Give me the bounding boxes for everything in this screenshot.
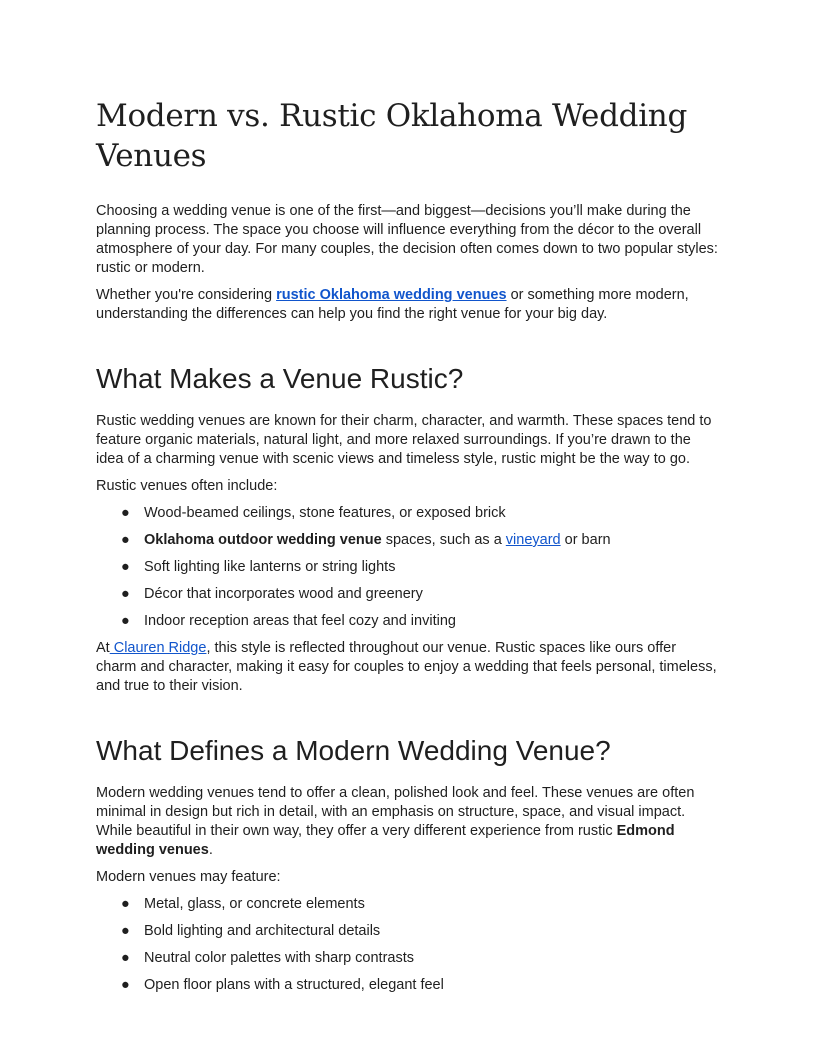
- modern-paragraph: [96, 784, 720, 860]
- bullet-icon: ●: [121, 977, 130, 993]
- bullet-icon: ●: [121, 896, 130, 912]
- rustic-venues-link[interactable]: rustic Oklahoma wedding venues: [276, 287, 507, 303]
- vineyard-link[interactable]: vineyard: [505, 532, 561, 548]
- bullet-icon: ●: [121, 532, 130, 548]
- list-item-text: spaces, such as a: [381, 532, 506, 548]
- closing-text-before: At: [96, 640, 110, 656]
- bullet-icon: ●: [121, 923, 130, 939]
- list-item-text: Décor that incorporates wood and greenery: [144, 586, 423, 602]
- closing-text-after: , this style is reflected throughout our venue. Rustic spaces like ours offer charm and character, making it easy for couples to enjoy a wedding that feels personal, timeless, and true to their vision.: [96, 640, 717, 694]
- modern-text-after: .: [208, 842, 213, 858]
- list-item-text: Wood-beamed ceilings, stone features, or exposed brick: [144, 505, 506, 521]
- list-item: [96, 531, 720, 550]
- document-title: Modern vs. Rustic Oklahoma Wedding Venues: [96, 98, 688, 174]
- list-item: [96, 612, 720, 631]
- list-item-text: Metal, glass, or concrete elements: [144, 896, 365, 912]
- list-item-text: Neutral color palettes with sharp contrasts: [144, 950, 414, 966]
- document-page: [96, 96, 720, 1003]
- list-item: [96, 976, 720, 995]
- list-item: [96, 949, 720, 968]
- rustic-closing-paragraph: [96, 639, 720, 696]
- list-item: [96, 504, 720, 523]
- bullet-icon: ●: [121, 586, 130, 602]
- list-item-text: Indoor reception areas that feel cozy and inviting: [144, 613, 456, 629]
- modern-heading: What Defines a Modern Wedding Venue?: [96, 735, 611, 766]
- intro-text-before: Whether you're considering: [96, 287, 277, 303]
- section-spacer: [96, 332, 720, 362]
- outdoor-venue-bold: Oklahoma outdoor wedding venue: [144, 532, 382, 548]
- list-item: [96, 585, 720, 604]
- list-item-text: or barn: [560, 532, 611, 548]
- rustic-list-intro: Rustic venues often include:: [96, 478, 278, 494]
- modern-list-intro: Modern venues may feature:: [96, 869, 281, 885]
- rustic-paragraph: Rustic wedding venues are known for their charm, character, and warmth. These spaces tend to feature organic materials, natural light, and more relaxed surroundings. If you’re drawn to the idea of a charming venue with scenic views and timeless style, rustic might be the way to go.: [96, 413, 712, 467]
- list-item: [96, 922, 720, 941]
- rustic-feature-list: [96, 504, 720, 631]
- bullet-icon: ●: [121, 613, 130, 629]
- section-spacer: [96, 704, 720, 734]
- list-item: [96, 895, 720, 914]
- bullet-icon: ●: [121, 559, 130, 575]
- intro-paragraph-2: [96, 286, 720, 324]
- edmond-venues-bold: Edmond wedding venues: [96, 823, 675, 858]
- modern-text-before: Modern wedding venues tend to offer a clean, polished look and feel. These venues are often minimal in design but rich in detail, with an emphasis on structure, space, and visual impact. While beautiful in their own way, they offer a very different experience from rustic: [96, 785, 695, 839]
- list-item-text: Open floor plans with a structured, elegant feel: [144, 977, 444, 993]
- modern-feature-list: [96, 895, 720, 995]
- list-item-text: Soft lighting like lanterns or string lights: [144, 559, 396, 575]
- intro-text-after: or something more modern, understanding the differences can help you find the right venue for your big day.: [96, 287, 689, 322]
- clauren-ridge-link[interactable]: Clauren Ridge: [109, 640, 207, 656]
- list-item-text: Bold lighting and architectural details: [144, 923, 381, 939]
- bullet-icon: ●: [121, 505, 130, 521]
- intro-paragraph-1: Choosing a wedding venue is one of the first—and biggest—decisions you’ll make during the planning process. The space you choose will influence everything from the décor to the overall atmosphere of your day. For many couples, the decision often comes down to two popular styles: rustic or modern.: [96, 203, 718, 276]
- list-item: [96, 558, 720, 577]
- rustic-heading: What Makes a Venue Rustic?: [96, 363, 464, 394]
- bullet-icon: ●: [121, 950, 130, 966]
